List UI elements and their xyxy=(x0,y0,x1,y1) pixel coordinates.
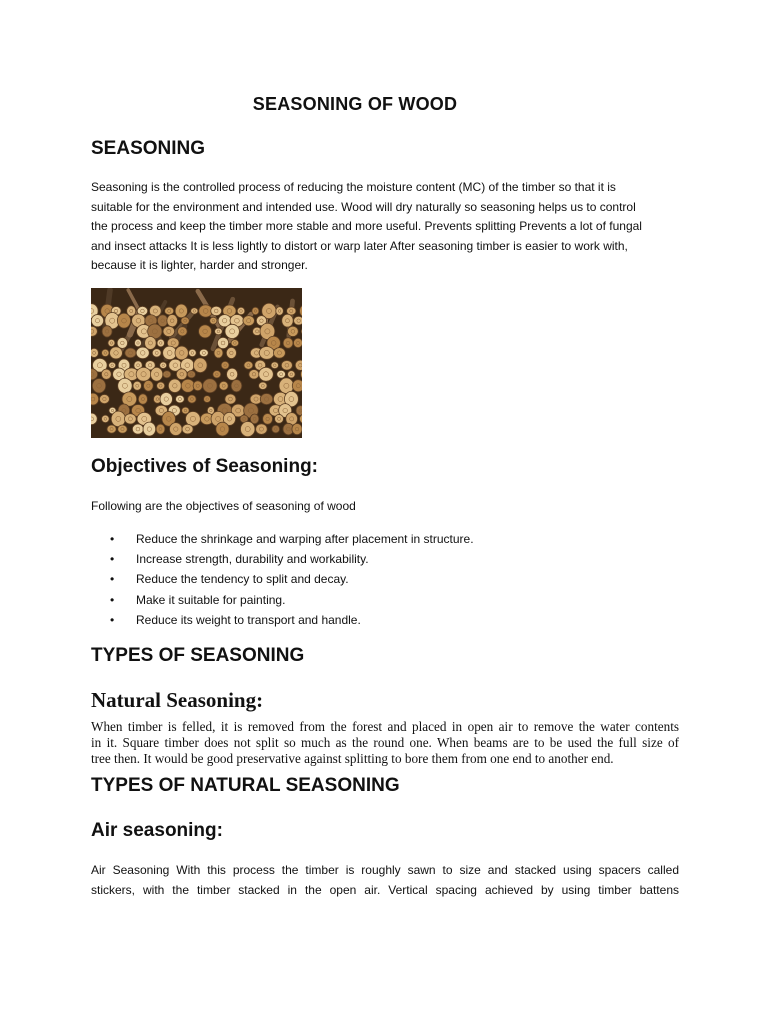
text-line: stickers, with the timber stacked in the open air. Vertical spacing achieved by using timber battens xyxy=(91,882,679,897)
log-end xyxy=(277,370,286,378)
log-end xyxy=(134,339,141,347)
text-line: Air Seasoning With this process the timber is roughly sawn to size and stacked using spacers called xyxy=(91,863,679,877)
log-end xyxy=(91,348,98,357)
bullet-glyph: • xyxy=(110,592,115,607)
log-end xyxy=(210,317,217,324)
log-end xyxy=(133,381,141,390)
list-item-text: Reduce its weight to transport and handle. xyxy=(136,612,361,627)
natural-paragraph xyxy=(91,719,679,767)
log-end xyxy=(199,325,212,338)
log-end xyxy=(219,381,228,390)
log-end xyxy=(117,337,127,348)
log-end xyxy=(156,424,165,434)
log-end xyxy=(117,313,130,328)
air-paragraph xyxy=(91,861,679,900)
log-end xyxy=(225,394,236,404)
log-end xyxy=(109,362,116,368)
list-item-text: Increase strength, durability and workability. xyxy=(136,552,369,567)
log-end xyxy=(102,326,112,337)
log-end xyxy=(111,411,125,427)
log-end xyxy=(259,382,267,389)
heading-types-of-natural-seasoning: TYPES OF NATURAL SEASONING xyxy=(91,775,400,796)
log-end xyxy=(287,307,296,315)
log-end xyxy=(215,328,223,335)
log-end xyxy=(124,414,136,424)
log-end xyxy=(193,381,202,391)
log-end xyxy=(118,378,132,393)
logs-illustration xyxy=(91,288,302,438)
log-end xyxy=(102,415,110,422)
text-line: the process and keep the timber more stable and more useful. Prevents splitting Prevents a lot of fungal xyxy=(91,219,642,233)
log-end xyxy=(145,336,157,349)
log-end xyxy=(272,425,280,433)
log-end xyxy=(136,367,151,381)
log-end xyxy=(181,317,189,325)
log-end xyxy=(226,347,236,358)
list-item xyxy=(110,549,670,569)
log-end xyxy=(237,307,245,314)
log-end xyxy=(150,367,162,381)
log-end xyxy=(91,315,103,327)
stacked-logs-photo xyxy=(91,288,302,438)
log-end xyxy=(118,425,128,433)
log-end xyxy=(163,326,175,336)
log-end xyxy=(231,380,242,392)
log-end xyxy=(107,425,116,433)
bullet-glyph: • xyxy=(110,532,115,546)
log-end xyxy=(188,395,197,403)
text-line: When timber is felled, it is removed from the forest and placed in open air to remove the water contents xyxy=(91,719,679,734)
log-end xyxy=(276,307,284,315)
log-end xyxy=(163,346,177,360)
text-line: in it. Square timber does not split so much as the round one. When beams are to be used the full size of xyxy=(91,735,679,750)
log-end xyxy=(260,394,273,405)
log-end xyxy=(292,423,302,434)
objectives-list xyxy=(110,529,670,630)
list-item xyxy=(110,590,670,610)
log-end xyxy=(99,394,109,403)
bullet-glyph: • xyxy=(110,552,115,567)
log-end xyxy=(168,379,181,393)
list-item xyxy=(110,610,670,630)
log-end xyxy=(102,349,110,356)
log-end xyxy=(187,371,195,378)
log-end xyxy=(125,348,136,358)
log-end xyxy=(227,368,238,380)
log-end xyxy=(243,316,255,326)
log-end xyxy=(101,369,111,379)
log-end xyxy=(176,369,187,380)
text-line: and insect attacks It is less lightly to distort or warp later After seasoning timber is easier to work with, xyxy=(91,238,628,253)
log-end xyxy=(108,339,115,346)
log-end xyxy=(182,424,193,434)
log-end xyxy=(138,394,147,405)
log-end xyxy=(221,361,229,369)
log-end xyxy=(136,347,149,358)
log-end xyxy=(143,422,156,436)
log-end xyxy=(176,395,185,403)
log-end xyxy=(157,339,165,347)
log-end xyxy=(259,346,274,359)
log-end xyxy=(263,413,273,424)
log-end xyxy=(165,307,174,315)
log-end xyxy=(160,362,167,369)
heading-types-of-seasoning: TYPES OF SEASONING xyxy=(91,645,305,666)
document-title: SEASONING OF WOOD xyxy=(252,94,458,114)
log-end xyxy=(178,327,188,336)
log-end xyxy=(231,340,239,347)
log-end xyxy=(160,392,172,405)
log-end xyxy=(252,307,259,315)
log-end xyxy=(211,306,222,315)
text-line: suitable for the environment and intended use. Wood will dry naturally so seasoning helps us to control xyxy=(91,199,636,214)
log-end xyxy=(259,367,274,381)
seasoning-paragraph xyxy=(91,178,681,276)
log-end xyxy=(225,324,239,338)
log-end xyxy=(132,424,143,434)
log-end xyxy=(175,304,187,318)
list-item xyxy=(110,569,670,589)
log-end xyxy=(271,362,279,369)
log-end xyxy=(167,315,178,327)
log-end xyxy=(256,424,268,435)
log-end xyxy=(92,379,105,393)
list-item-text: Reduce the tendency to split and decay. xyxy=(136,572,349,587)
log-end xyxy=(281,360,292,370)
heading-natural-seasoning: Natural Seasoning: xyxy=(91,688,264,712)
log-end xyxy=(157,382,165,390)
log-end xyxy=(244,361,253,369)
log-end xyxy=(273,348,285,359)
text-line: because it is lighter, harder and stronger. xyxy=(91,258,308,272)
log-end xyxy=(163,371,171,378)
log-end xyxy=(287,326,298,336)
log-end xyxy=(216,422,229,436)
heading-objectives xyxy=(91,456,318,478)
log-end xyxy=(283,338,293,349)
log-end xyxy=(181,379,194,392)
text-line: Seasoning is the controlled process of reducing the moisture content (MC) of the timber so that it is xyxy=(91,180,616,194)
log-end xyxy=(191,308,198,314)
bullet-glyph: • xyxy=(110,572,115,587)
log-end xyxy=(294,316,302,325)
log-end xyxy=(249,370,259,379)
log-end xyxy=(217,337,228,348)
log-end xyxy=(275,414,284,423)
log-end xyxy=(293,338,302,347)
list-item-text: Reduce the shrinkage and warping after placement in structure. xyxy=(136,532,474,546)
log-end xyxy=(214,348,223,358)
objectives-intro: Following are the objectives of seasoning of wood xyxy=(91,499,356,513)
log-end xyxy=(204,396,211,403)
heading-objectives-text: Objectives of Seasoning: xyxy=(91,456,318,477)
log-end xyxy=(203,379,217,393)
list-item xyxy=(110,529,670,549)
log-end xyxy=(189,349,197,357)
log-end xyxy=(288,371,296,378)
log-end xyxy=(213,371,221,379)
log-end xyxy=(193,358,207,373)
list-item-text: Make it suitable for painting. xyxy=(136,592,286,607)
heading-seasoning: SEASONING xyxy=(91,138,206,159)
log-end xyxy=(110,347,123,359)
text-line: tree then. It would be good preservative against splitting to bore them from one end to another end. xyxy=(91,751,614,766)
log-end xyxy=(169,423,182,436)
heading-air-seasoning: Air seasoning: xyxy=(91,820,223,841)
log-end xyxy=(157,315,168,327)
log-end xyxy=(240,421,254,436)
log-end xyxy=(144,380,154,391)
log-end xyxy=(152,349,161,357)
log-end xyxy=(282,314,293,327)
log-end xyxy=(175,346,188,360)
bullet-glyph: • xyxy=(110,612,115,627)
log-end xyxy=(199,349,208,357)
